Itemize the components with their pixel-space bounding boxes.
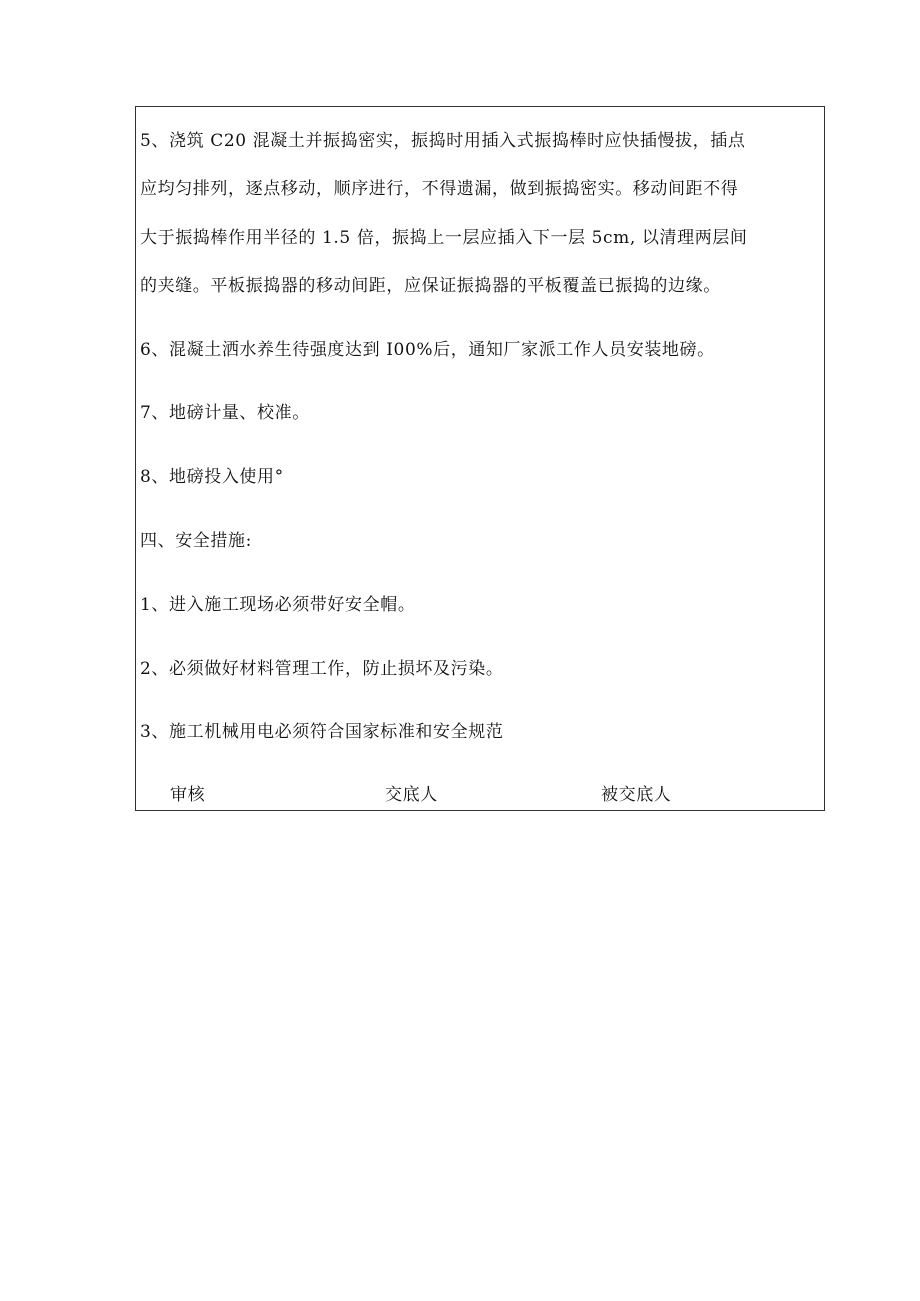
- paragraph-5-line-2: 应均匀排列，逐点移动，顺序进行，不得遗漏，做到振捣密实。移动间距不得: [140, 179, 739, 199]
- document-box: [135, 106, 825, 811]
- signature-row: [136, 785, 824, 807]
- safety-item-3: 3、施工机械用电必须符合国家标准和安全规范: [140, 722, 504, 742]
- paragraph-5-line-4: 的夹缝。平板振捣器的移动间距，应保证振捣器的平板覆盖已振捣的边缘。: [140, 276, 721, 296]
- paragraph-7: 7、地磅计量、校准。: [140, 403, 310, 423]
- signature-handover-to-label: 被交底人: [601, 785, 672, 805]
- paragraph-5-line-3: 大于振捣棒作用半径的 1.5 倍，振捣上一层应插入下一层 5cm, 以清理两层间: [140, 228, 748, 248]
- paragraph-6: 6、混凝土洒水养生待强度达到 I00%后，通知厂家派工作人员安装地磅。: [140, 340, 715, 360]
- safety-item-1: 1、进入施工现场必须带好安全帽。: [140, 595, 416, 615]
- section-heading-safety: 四、安全措施:: [140, 531, 252, 551]
- safety-item-2: 2、必须做好材料管理工作，防止损坏及污染。: [140, 659, 504, 679]
- signature-handover-by-label: 交底人: [385, 785, 438, 805]
- paragraph-5-line-1: 5、浇筑 C20 混凝土并振捣密实，振捣时用插入式振捣棒时应快插慢拔，插点: [140, 131, 746, 151]
- paragraph-8: 8、地磅投入使用°: [140, 467, 284, 487]
- signature-review-label: 审核: [170, 785, 206, 805]
